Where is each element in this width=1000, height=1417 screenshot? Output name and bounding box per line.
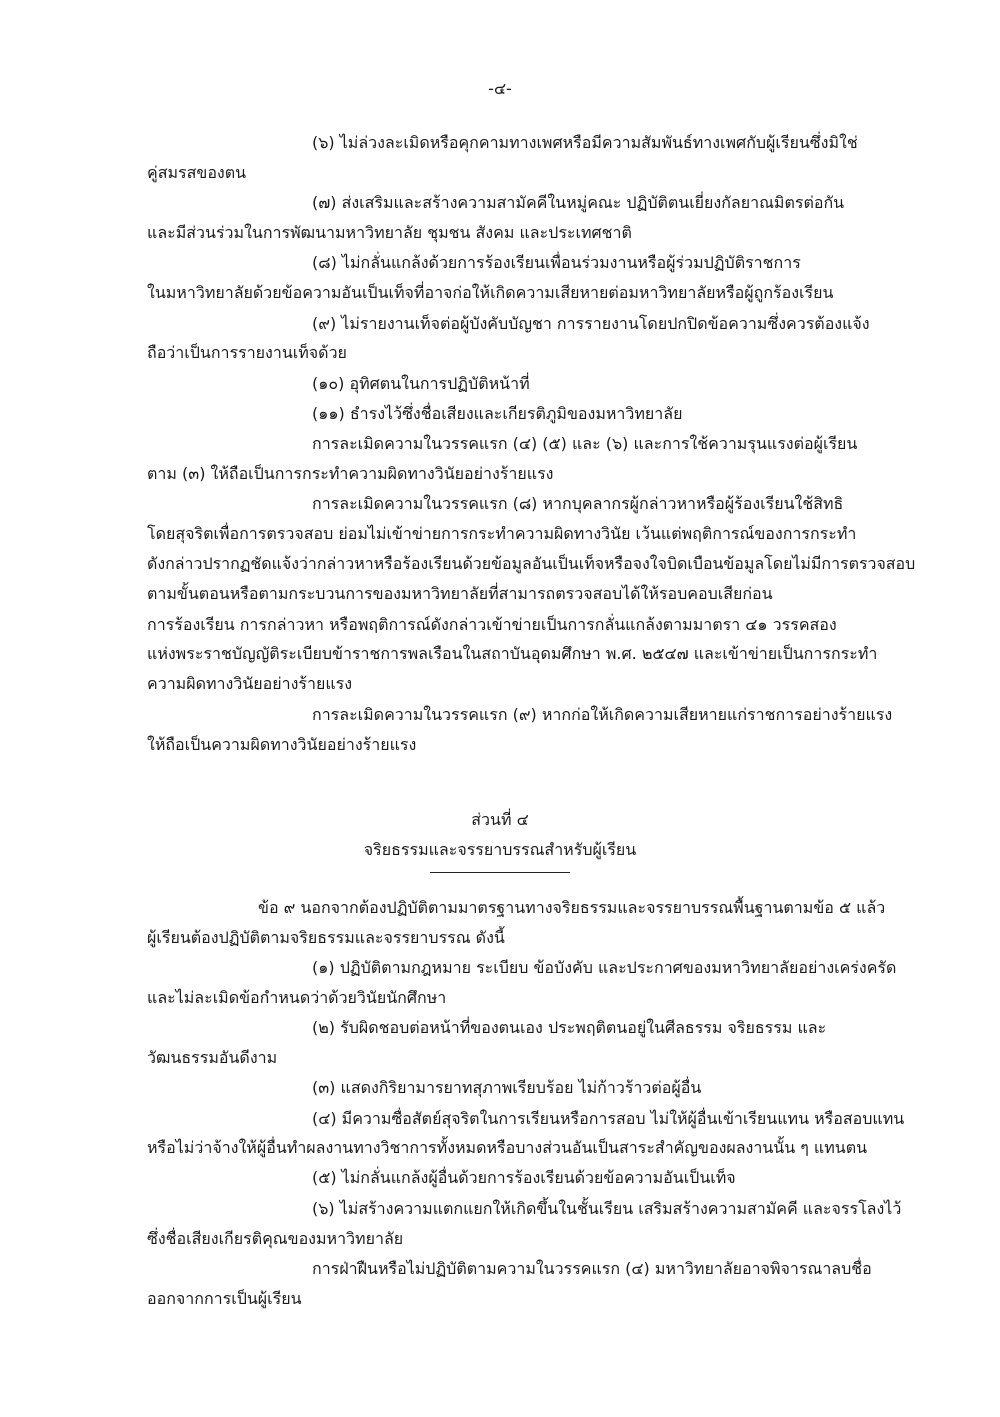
paragraph-line: ดังกล่าวปรากฏชัดแจ้งว่ากล่าวหาหรือร้องเรียนด้วยข้อมูลอันเป็นเท็จหรือจงใจบิดเบือนข้อมูลโดยไม่มีการตรวจสอบ xyxy=(147,554,916,573)
paragraph-line: (๒) รับผิดชอบต่อหน้าที่ของตนเอง ประพฤติตนอยู่ในศีลธรรม จริยธรรม และ xyxy=(312,1018,827,1037)
page-number: -๔- xyxy=(488,79,512,98)
paragraph-line: ถือว่าเป็นการรายงานเท็จด้วย xyxy=(147,343,347,362)
paragraph-line: หรือไม่ว่าจ้างให้ผู้อื่นทำผลงานทางวิชาการทั้งหมดหรือบางส่วนอันเป็นสาระสำคัญของผลงานนั้น ๆ แทนตน xyxy=(147,1138,868,1157)
paragraph-line: (๑๐) อุทิศตนในการปฏิบัติหน้าที่ xyxy=(312,374,530,393)
section-divider xyxy=(430,872,570,873)
paragraph-line: ผู้เรียนต้องปฏิบัติตามจริยธรรมและจรรยาบรรณ ดังนี้ xyxy=(147,928,505,947)
paragraph-line: การฝ่าฝืนหรือไม่ปฏิบัติตามความในวรรคแรก (๔) มหาวิทยาลัยอาจพิจารณาลบชื่อ xyxy=(312,1259,872,1278)
paragraph-line: ในมหาวิทยาลัยด้วยข้อความอันเป็นเท็จที่อาจก่อให้เกิดความเสียหายต่อมหาวิทยาลัยหรือผู้ถูกร้องเรียน xyxy=(147,283,834,302)
paragraph-line: (๘) ไม่กลั่นแกล้งด้วยการร้องเรียนเพื่อนร่วมงานหรือผู้ร่วมปฏิบัติราชการ xyxy=(312,253,801,272)
paragraph-line: (๗) ส่งเสริมและสร้างความสามัคคีในหมู่คณะ ปฏิบัติตนเยี่ยงกัลยาณมิตรต่อกัน xyxy=(312,193,845,212)
section-title: ส่วนที่ ๔ xyxy=(471,810,529,829)
paragraph-line: (๖) ไม่สร้างความแตกแยกให้เกิดขึ้นในชั้นเรียน เสริมสร้างความสามัคคี และจรรโลงไว้ xyxy=(312,1199,902,1218)
paragraph-line: ข้อ ๙ นอกจากต้องปฏิบัติตามมาตรฐานทางจริยธรรมและจรรยาบรรณพื้นฐานตามข้อ ๕ แล้ว xyxy=(258,898,886,917)
paragraph-line: ตามขั้นตอนหรือตามกระบวนการของมหาวิทยาลัยที่สามารถตรวจสอบได้ให้รอบคอบเสียก่อน xyxy=(147,584,773,603)
paragraph-line: และมีส่วนร่วมในการพัฒนามหาวิทยาลัย ชุมชน สังคม และประเทศชาติ xyxy=(147,223,632,242)
paragraph-line: ซึ่งชื่อเสียงเกียรติคุณของมหาวิทยาลัย xyxy=(147,1229,404,1248)
paragraph-line: (๔) มีความซื่อสัตย์สุจริตในการเรียนหรือการสอบ ไม่ให้ผู้อื่นเข้าเรียนแทน หรือสอบแทน xyxy=(312,1109,905,1128)
section-subtitle: จริยธรรมและจรรยาบรรณสำหรับผู้เรียน xyxy=(363,840,637,859)
paragraph-line: (๕) ไม่กลั่นแกล้งผู้อื่นด้วยการร้องเรียนด้วยข้อความอันเป็นเท็จ xyxy=(312,1168,736,1187)
paragraph-line: (๙) ไม่รายงานเท็จต่อผู้บังคับบัญชา การรายงานโดยปกปิดข้อความซึ่งควรต้องแจ้ง xyxy=(312,314,870,333)
paragraph-line: ออกจากการเป็นผู้เรียน xyxy=(147,1289,302,1308)
paragraph-line: แห่งพระราชบัญญัติระเบียบข้าราชการพลเรือนในสถาบันอุดมศึกษา พ.ศ. ๒๕๔๗ และเข้าข่ายเป็นการกระทำ xyxy=(147,644,878,663)
paragraph-line: โดยสุจริตเพื่อการตรวจสอบ ย่อมไม่เข้าข่ายการกระทำความผิดทางวินัย เว้นแต่พฤติการณ์ของการกระทำ xyxy=(147,524,857,543)
paragraph-line: (๖) ไม่ล่วงละเมิดหรือคุกคามทางเพศหรือมีความสัมพันธ์ทางเพศกับผู้เรียนซึ่งมิใช่ xyxy=(312,133,858,152)
paragraph-line: วัฒนธรรมอันดีงาม xyxy=(147,1048,278,1067)
paragraph-line: และไม่ละเมิดข้อกำหนดว่าด้วยวินัยนักศึกษา xyxy=(147,988,447,1007)
paragraph-line: การละเมิดความในวรรคแรก (๙) หากก่อให้เกิดความเสียหายแก่ราชการอย่างร้ายแรง xyxy=(312,705,893,724)
paragraph-line: การละเมิดความในวรรคแรก (๘) หากบุคลากรผู้กล่าวหาหรือผู้ร้องเรียนใช้สิทธิ xyxy=(312,494,844,513)
paragraph-line: ความผิดทางวินัยอย่างร้ายแรง xyxy=(147,674,353,693)
paragraph-line: การร้องเรียน การกล่าวหา หรือพฤติการณ์ดังกล่าวเข้าข่ายเป็นการกลั่นแกล้งตามมาตรา ๔๑ วรรคสอง xyxy=(147,615,837,634)
paragraph-line: ตาม (๓) ให้ถือเป็นการกระทำความผิดทางวินัยอย่างร้ายแรง xyxy=(147,464,554,483)
paragraph-line: คู่สมรสของตน xyxy=(147,163,247,182)
paragraph-line: (๓) แสดงกิริยามารยาทสุภาพเรียบร้อย ไม่ก้าวร้าวต่อผู้อื่น xyxy=(312,1078,702,1097)
paragraph-line: (๑๑) ธำรงไว้ซึ่งชื่อเสียงและเกียรติภูมิของมหาวิทยาลัย xyxy=(312,404,683,423)
paragraph-line: การละเมิดความในวรรคแรก (๔) (๕) และ (๖) และการใช้ความรุนแรงต่อผู้เรียน xyxy=(312,434,858,453)
paragraph-line: ให้ถือเป็นความผิดทางวินัยอย่างร้ายแรง xyxy=(147,735,417,754)
paragraph-line: (๑) ปฏิบัติตามกฎหมาย ระเบียบ ข้อบังคับ และประกาศของมหาวิทยาลัยอย่างเคร่งครัด xyxy=(312,958,897,977)
